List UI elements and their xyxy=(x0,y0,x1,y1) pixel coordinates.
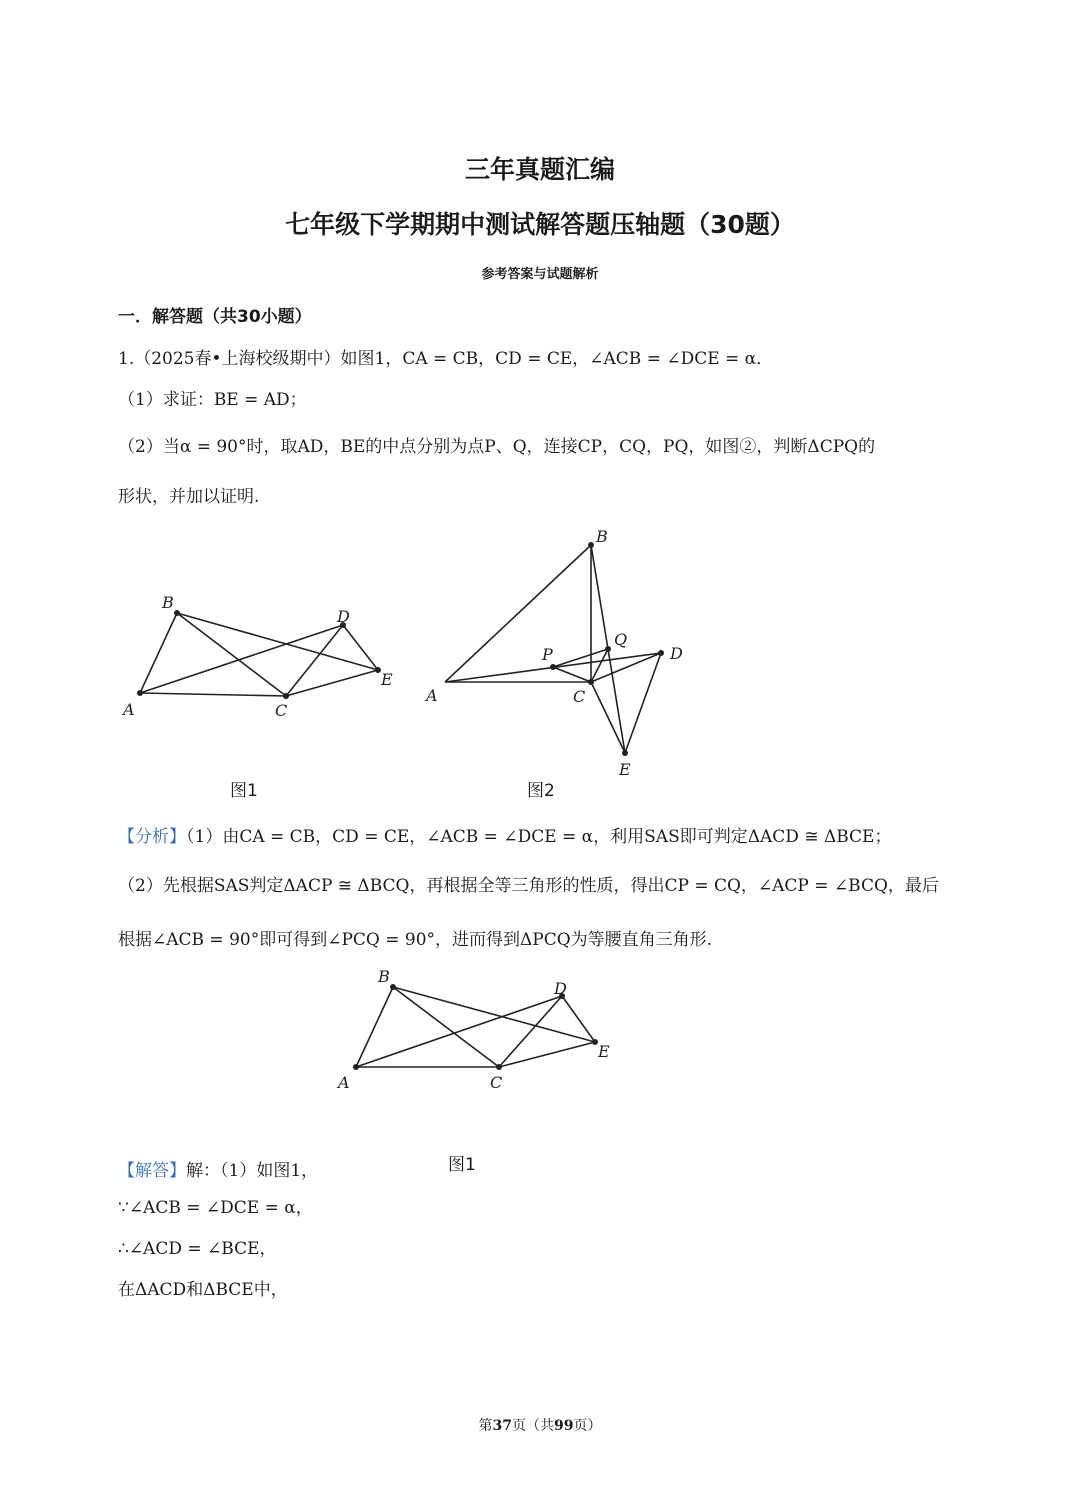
point-label-c: C xyxy=(490,1073,503,1092)
footer-total-pages: 99 xyxy=(554,1418,574,1434)
section-heading: 一．解答题（共30小题） xyxy=(118,307,312,327)
problem-line-4: 形状，并加以证明. xyxy=(118,487,260,507)
solution-line-1 xyxy=(118,1156,318,1181)
figure-1 xyxy=(115,590,415,730)
document-subtitle: 七年级下学期期中测试解答题压轴题（30题） xyxy=(285,210,795,239)
point-label-c: C xyxy=(275,701,288,720)
footer-mid: 页（共 xyxy=(512,1418,554,1434)
document-title: 三年真题汇编 xyxy=(464,155,615,184)
point-label-a: A xyxy=(426,686,438,705)
solution-line-4: 在ΔACD和ΔBCE中， xyxy=(118,1280,288,1300)
point-label-d: D xyxy=(554,979,567,998)
solution-line-3: ∴∠ACD = ∠BCE， xyxy=(118,1239,277,1259)
answer-note: 参考答案与试题解析 xyxy=(481,267,599,282)
point-label-b: B xyxy=(378,967,390,986)
footer-page-number: 37 xyxy=(492,1418,512,1434)
analysis-tag: 【分析】 xyxy=(118,827,186,847)
solution-tag: 【解答】 xyxy=(118,1161,186,1181)
figure-3-caption: 图1 xyxy=(448,1155,476,1175)
point-label-a: A xyxy=(338,1073,350,1092)
analysis-line-1 xyxy=(118,822,891,847)
point-label-q: Q xyxy=(614,630,628,649)
analysis-text-1: （1）由CA = CB，CD = CE，∠ACB = ∠DCE = α，利用SAS即可判定ΔACD ≅ ΔBCE； xyxy=(186,827,892,847)
point-label-e: E xyxy=(598,1042,610,1061)
point-label-p: P xyxy=(542,645,553,664)
analysis-line-2: （2）先根据SAS判定ΔACP ≅ ΔBCQ，再根据全等三角形的性质，得出CP = CQ，∠ACP = ∠BCQ，最后 xyxy=(118,876,939,896)
figure-1-caption: 图1 xyxy=(230,781,258,801)
analysis-line-3: 根据∠ACB = 90°即可得到∠PCQ = 90°，进而得到ΔPCQ为等腰直角三角形. xyxy=(118,930,713,950)
point-label-d: D xyxy=(670,644,683,663)
figure-2-caption: 图2 xyxy=(527,781,555,801)
figure-2 xyxy=(420,525,720,785)
footer-prefix: 第 xyxy=(478,1418,493,1434)
footer-suffix: 页） xyxy=(573,1418,602,1434)
point-label-c: C xyxy=(573,687,586,706)
problem-line-3: （2）当α = 90°时，取AD，BE的中点分别为点P、Q，连接CP，CQ，PQ，如图②，判断ΔCPQ的 xyxy=(118,437,876,457)
page-footer xyxy=(0,1415,1080,1435)
point-label-e: E xyxy=(381,670,393,689)
problem-line-1: 1.（2025春•上海校级期中）如图1，CA = CB，CD = CE，∠ACB = ∠DCE = α． xyxy=(118,349,774,369)
point-label-b: B xyxy=(162,593,174,612)
problem-line-2: （1）求证：BE = AD； xyxy=(118,390,307,410)
figure-3 xyxy=(330,962,630,1092)
solution-text-1: 解：（1）如图1， xyxy=(186,1161,319,1181)
point-label-b: B xyxy=(596,527,608,546)
point-label-d: D xyxy=(337,607,350,626)
point-label-a: A xyxy=(123,700,135,719)
point-label-e: E xyxy=(619,760,631,779)
solution-line-2: ∵∠ACB = ∠DCE = α， xyxy=(118,1198,313,1218)
